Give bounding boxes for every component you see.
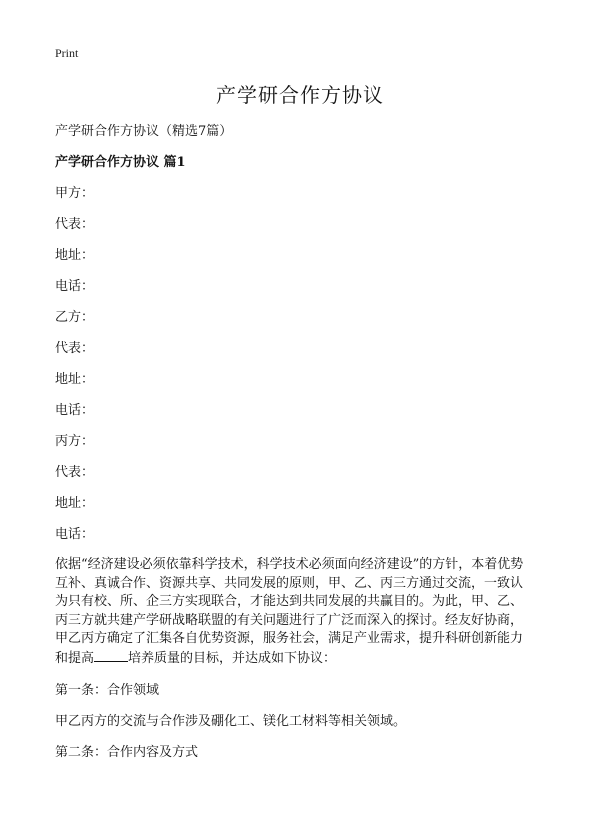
party-c-phone: 电话： xyxy=(55,527,95,542)
intro-line: 依据“经济建设必须依靠科学技术，科学技术必须面向经济建设”的方针，本着优势 xyxy=(55,557,524,572)
party-a-phone: 电话： xyxy=(55,279,95,294)
intro-line: 互补、真诚合作、资源共享、共同发展的原则，甲、乙、丙三方通过交流，一致认 xyxy=(55,575,524,591)
party-a-label: 甲方： xyxy=(55,186,95,201)
clause-1-title: 第一条：合作领域 xyxy=(55,683,160,698)
party-a-representative: 代表： xyxy=(55,217,95,232)
party-a-address: 地址： xyxy=(55,248,95,263)
intro-paragraph xyxy=(55,556,575,669)
intro-line: 甲乙丙方确定了汇集各自优势资源，服务社会，满足产业需求，提升科研创新能力 xyxy=(55,631,524,647)
section-heading: 产学研合作方协议 篇1 xyxy=(55,155,186,170)
document-subtitle: 产学研合作方协议（精选7篇） xyxy=(55,124,233,139)
party-c-address: 地址： xyxy=(55,496,95,511)
clause-1-body: 甲乙丙方的交流与合作涉及硼化工、镁化工材料等相关领域。 xyxy=(55,714,407,729)
party-c-label: 丙方： xyxy=(55,434,95,449)
party-b-label: 乙方： xyxy=(55,310,95,325)
intro-last-after: 培养质量的目标，并达成如下协议： xyxy=(128,650,337,666)
intro-line: 为只有校、所、企三方实现联合，才能达到共同发展的共赢目的。为此，甲、乙、 xyxy=(55,594,524,610)
intro-line: 丙三方就共建产学研战略联盟的有关问题进行了广泛而深入的探讨。经友好协商， xyxy=(55,612,524,628)
party-b-phone: 电话： xyxy=(55,403,95,418)
print-link[interactable]: Print xyxy=(55,46,79,60)
blank-underline xyxy=(94,649,128,662)
party-b-address: 地址： xyxy=(55,372,95,387)
clause-2-title: 第二条：合作内容及方式 xyxy=(55,745,199,760)
page-title: 产学研合作方协议 xyxy=(216,83,384,107)
intro-last-before: 和提高 xyxy=(55,650,95,666)
intro-line xyxy=(55,649,575,669)
party-c-representative: 代表： xyxy=(55,465,95,480)
party-b-representative: 代表： xyxy=(55,341,95,356)
